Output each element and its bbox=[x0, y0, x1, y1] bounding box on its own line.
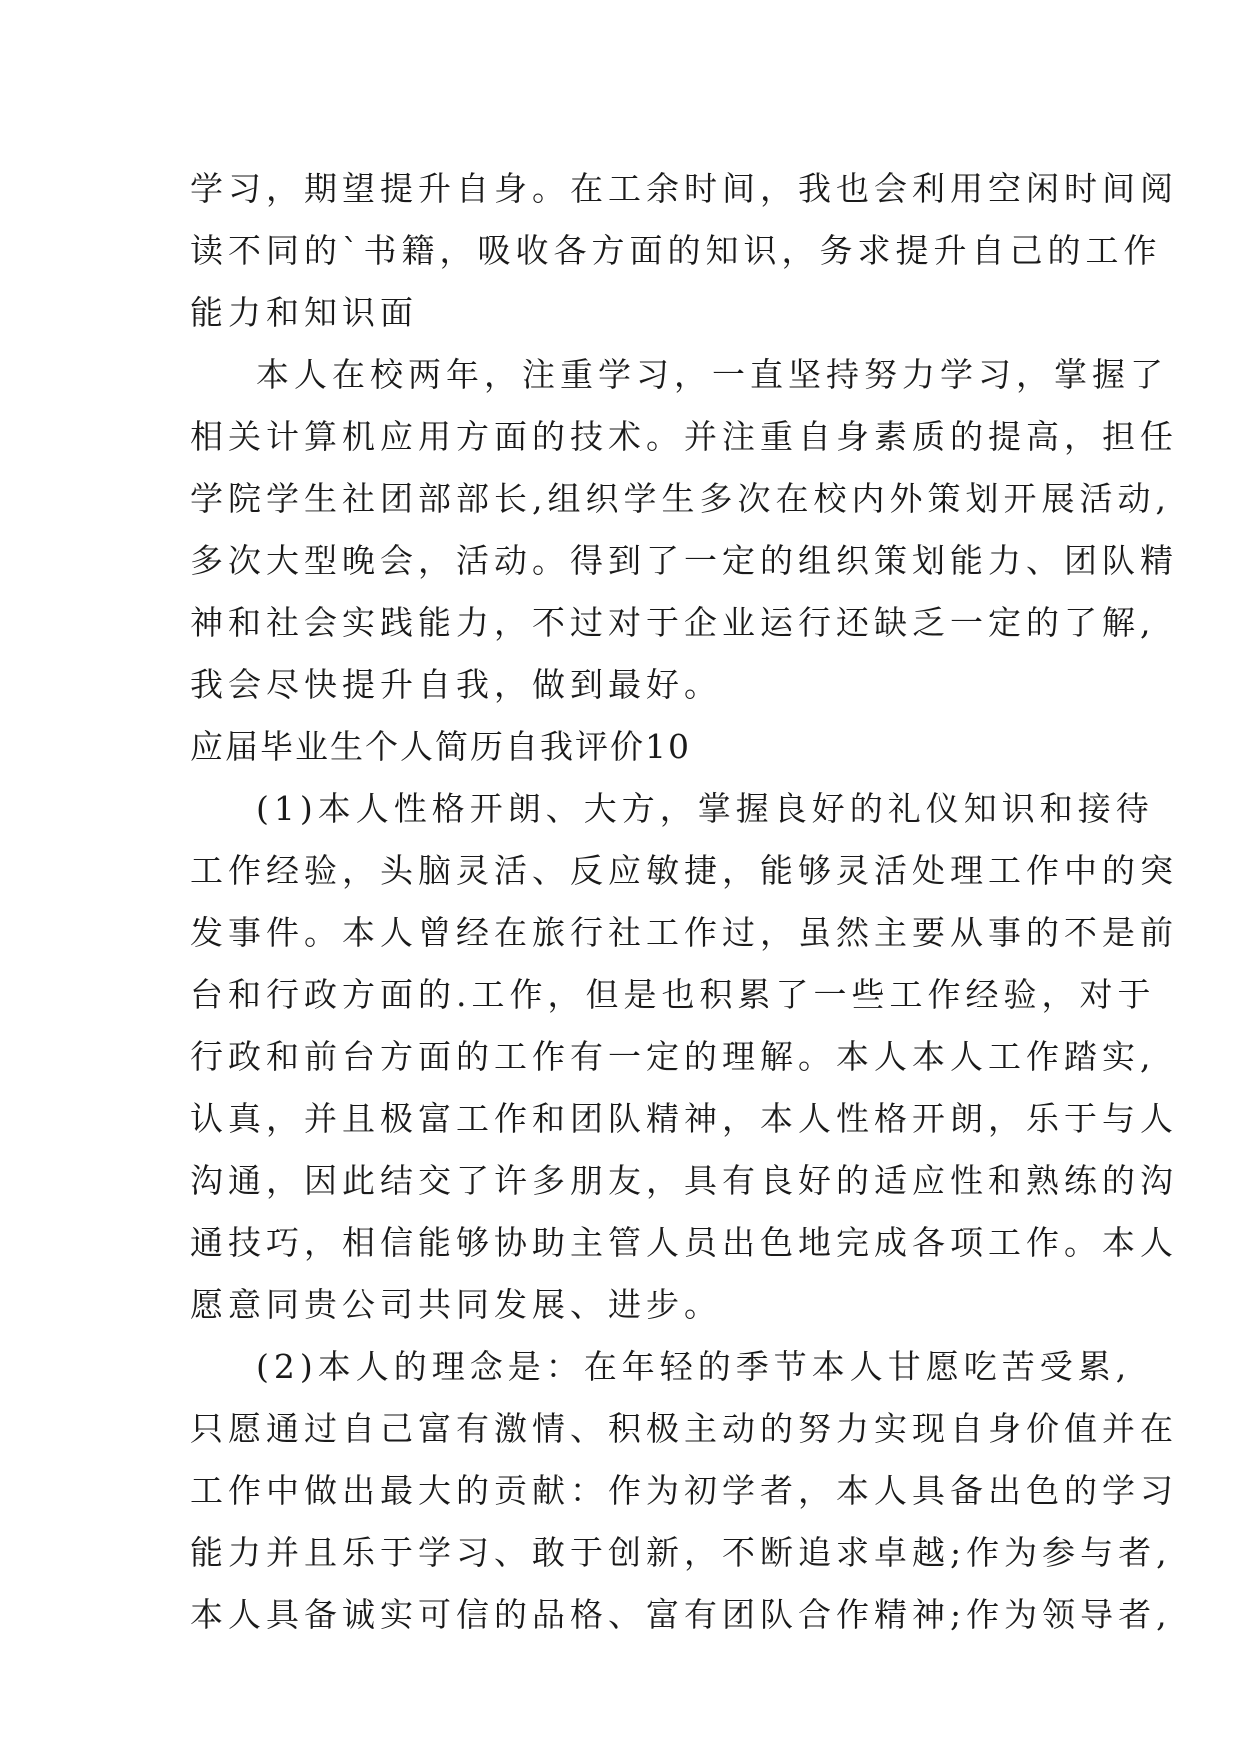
body-line: 学习，期望提升自身。在工余时间，我也会利用空闲时间阅 bbox=[190, 169, 1178, 208]
body-line: 台和行政方面的.工作，但是也积累了一些工作经验，对于 bbox=[190, 975, 1156, 1014]
body-line: 通技巧，相信能够协助主管人员出色地完成各项工作。本人 bbox=[190, 1223, 1178, 1262]
body-line: 能力和知识面 bbox=[190, 293, 418, 332]
body-line: 神和社会实践能力，不过对于企业运行还缺乏一定的了解, bbox=[190, 603, 1156, 642]
body-line: 我会尽快提升自我，做到最好。 bbox=[190, 665, 722, 704]
body-line: 行政和前台方面的工作有一定的理解。本人本人工作踏实, bbox=[190, 1037, 1156, 1076]
body-line: 愿意同贵公司共同发展、进步。 bbox=[190, 1285, 722, 1324]
body-line: (1)本人性格开朗、大方，掌握良好的礼仪知识和接待 bbox=[256, 789, 1154, 828]
body-line: 读不同的`书籍，吸收各方面的知识，务求提升自己的工作 bbox=[190, 231, 1162, 270]
section-title: 应届毕业生个人简历自我评价10 bbox=[190, 727, 691, 766]
body-line: 只愿通过自己富有激情、积极主动的努力实现自身价值并在 bbox=[190, 1409, 1178, 1448]
document-body bbox=[190, 158, 1178, 1646]
body-line: 工作经验，头脑灵活、反应敏捷，能够灵活处理工作中的突 bbox=[190, 851, 1178, 890]
body-line: 能力并且乐于学习、敢于创新，不断追求卓越;作为参与者, bbox=[190, 1533, 1172, 1572]
body-line: 相关计算机应用方面的技术。并注重自身素质的提高，担任 bbox=[190, 417, 1178, 456]
body-line: 发事件。本人曾经在旅行社工作过，虽然主要从事的不是前 bbox=[190, 913, 1178, 952]
body-line: 本人具备诚实可信的品格、富有团队合作精神;作为领导者, bbox=[190, 1595, 1172, 1634]
body-line: (2)本人的理念是：在年轻的季节本人甘愿吃苦受累, bbox=[256, 1347, 1132, 1386]
body-line: 学院学生社团部部长,组织学生多次在校内外策划开展活动, bbox=[190, 479, 1171, 518]
body-line: 多次大型晚会，活动。得到了一定的组织策划能力、团队精 bbox=[190, 541, 1178, 580]
body-line: 认真，并且极富工作和团队精神，本人性格开朗，乐于与人 bbox=[190, 1099, 1178, 1138]
body-line: 沟通，因此结交了许多朋友，具有良好的适应性和熟练的沟 bbox=[190, 1161, 1178, 1200]
body-line: 工作中做出最大的贡献：作为初学者，本人具备出色的学习 bbox=[190, 1471, 1178, 1510]
body-line: 本人在校两年，注重学习，一直坚持努力学习，掌握了 bbox=[256, 355, 1168, 394]
